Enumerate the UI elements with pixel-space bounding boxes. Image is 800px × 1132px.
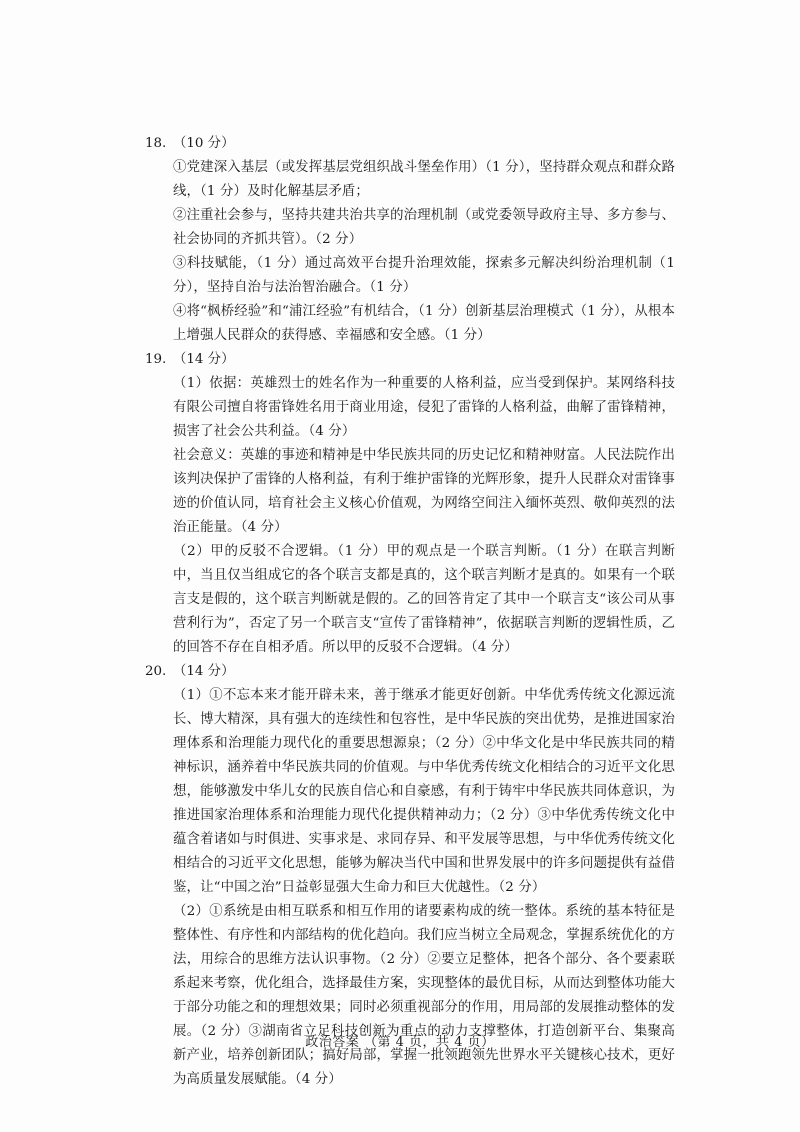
question-score: （10 分） bbox=[173, 136, 235, 151]
answer-paragraph: （2）①系统是由相互联系和相互作用的诸要素构成的统一整体。系统的基本特征是整体性、有序性和内部结构的优化趋向。我们应当树立全局观念，掌握系统优化的方法，用综合的思维方法认识事物。（2 分）②要立足整体，把各个部分、各个要素联系起来考察，优化组合，选择最佳方案，实现整体的最优目标，从而达到整体功能大于部分功能之和的理想效果；同时必须重视部分的作用，用局部的发展推动整体的发展。（2 分）③湖南省立足科技创新为重点的动力支撑整体，打造创新平台、集聚高新产业，培养创新团队；搞好局部，掌握一批领跑领先世界水平关键核心技术，更好为高质量发展赋能。（4 分） bbox=[173, 904, 675, 1087]
question-20 bbox=[145, 660, 675, 1092]
question-body bbox=[173, 372, 675, 660]
question-header bbox=[145, 132, 675, 156]
answer-content bbox=[145, 132, 675, 1092]
page-footer: 政治答案 （第 4 页，共 4 页） bbox=[305, 1035, 495, 1050]
answer-paragraph: 社会意义：英雄的事迹和精神是中华民族共同的历史记忆和精神财富。人民法院作出该判决保护了雷锋的人格利益，有利于维护雷锋的光辉形象，提升人民群众对雷锋事迹的价值认同，培育社会主义核心价值观，为网络空间注入缅怀英烈、敬仰英烈的法治正能量。（4 分） bbox=[173, 448, 675, 535]
question-header bbox=[145, 660, 675, 684]
answer-paragraph: ①党建深入基层（或发挥基层党组织战斗堡垒作用）（1 分），坚持群众观点和群众路线，（1 分）及时化解基层矛盾； bbox=[173, 160, 675, 199]
answer-paragraph: ②注重社会参与，坚持共建共治共享的治理机制（或党委领导政府主导、多方参与、社会协同的齐抓共管）。（2 分） bbox=[173, 208, 675, 247]
answer-paragraph: （2）甲的反驳不合逻辑。（1 分）甲的观点是一个联言判断。（1 分）在联言判断中，当且仅当组成它的各个联言支都是真的，这个联言判断才是真的。如果有一个联言支是假的，这个联言判断就是假的。乙的回答肯定了其中一个联言支“该公司从事营利行为”，否定了另一个联言支“宣传了雷锋精神”，依据联言判断的逻辑性质，乙的回答不存在自相矛盾。所以甲的反驳不合逻辑。（4 分） bbox=[173, 544, 675, 655]
question-header bbox=[145, 348, 675, 372]
question-number: 19. bbox=[145, 352, 167, 367]
answer-paragraph: ④将“枫桥经验”和“浦江经验”有机结合，（1 分）创新基层治理模式（1 分），从根本上增强人民群众的获得感、幸福感和安全感。（1 分） bbox=[173, 304, 675, 343]
question-18 bbox=[145, 132, 675, 348]
question-score: （14 分） bbox=[173, 664, 235, 679]
answer-paragraph: （1）依据：英雄烈士的姓名作为一种重要的人格利益，应当受到保护。某网络科技有限公司擅自将雷锋姓名用于商业用途，侵犯了雷锋的人格利益，曲解了雷锋精神，损害了社会公共利益。（4 分） bbox=[173, 376, 675, 439]
question-19 bbox=[145, 348, 675, 660]
answer-paragraph: ③科技赋能，（1 分）通过高效平台提升治理效能，探索多元解决纠纷治理机制（1 分），坚持自治与法治智治融合。（1 分） bbox=[173, 256, 675, 295]
answer-paragraph: （1）①不忘本来才能开辟未来，善于继承才能更好创新。中华优秀传统文化源远流长、博大精深，具有强大的连续性和包容性，是中华民族的突出优势，是推进国家治理体系和治理能力现代化的重要思想源泉；（2 分）②中华文化是中华民族共同的精神标识，涵养着中华民族共同的价值观。与中华优秀传统文化相结合的习近平文化思想，能够激发中华儿女的民族自信心和自豪感，有利于铸牢中华民族共同体意识，为推进国家治理体系和治理能力现代化提供精神动力；（2 分）③中华优秀传统文化中蕴含着诸如与时俱进、实事求是、求同存异、和平发展等思想，与中华优秀传统文化相结合的习近平文化思想，能够为解决当代中国和世界发展中的许多问题提供有益借鉴，让“中国之治”日益彰显强大生命力和巨大优越性。（2 分） bbox=[173, 688, 675, 895]
question-number: 20. bbox=[145, 664, 167, 679]
question-score: （14 分） bbox=[173, 352, 235, 367]
question-body bbox=[173, 156, 675, 348]
question-body bbox=[173, 684, 675, 1092]
question-number: 18. bbox=[145, 136, 167, 151]
